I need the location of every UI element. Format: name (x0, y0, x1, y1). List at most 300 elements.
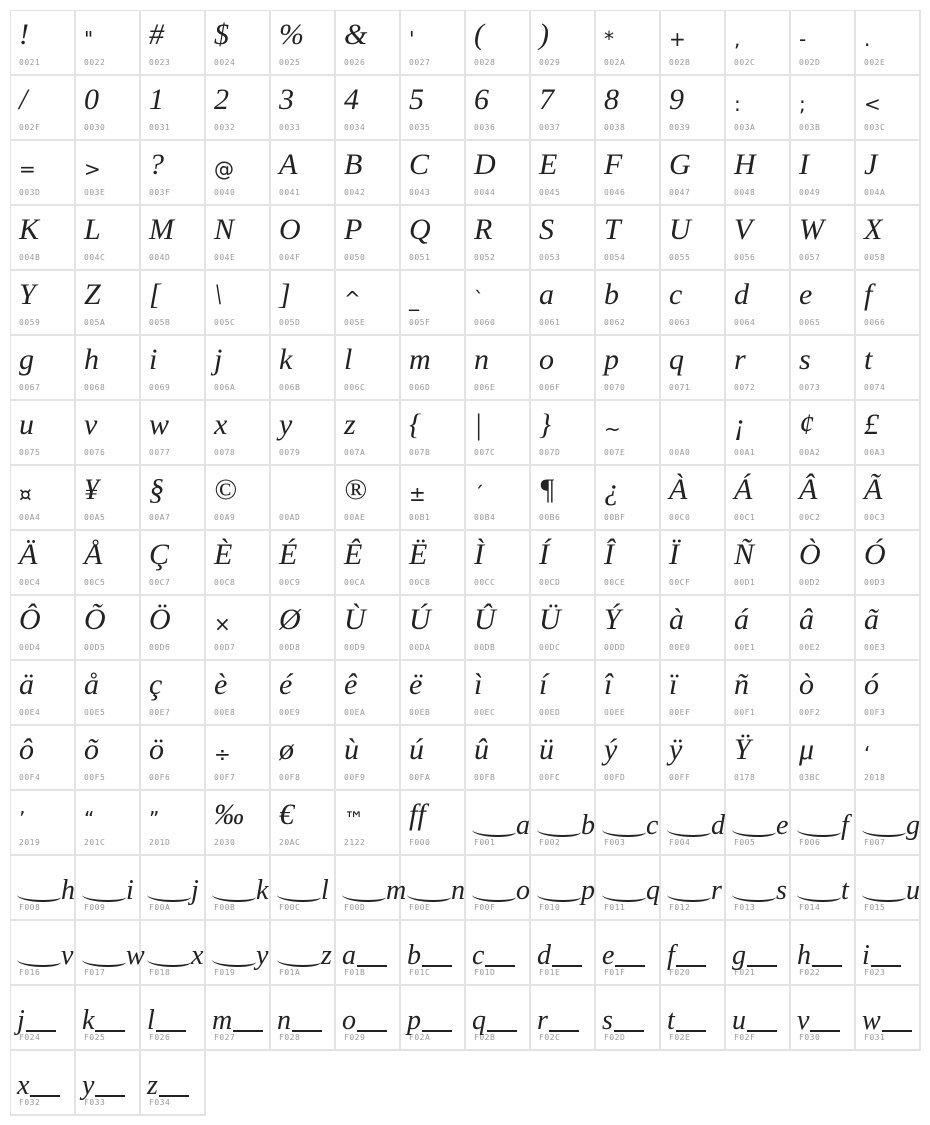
glyph-cell-0056[interactable] (726, 206, 791, 271)
glyph-code-label: 002C (734, 58, 756, 67)
glyph-code-label: 00DA (409, 643, 431, 652)
glyph-cell-0074[interactable] (856, 336, 921, 401)
glyph-cell-0027[interactable] (401, 11, 466, 76)
glyph-cell-00f5[interactable] (76, 726, 141, 791)
glyph-cell-00cd[interactable] (531, 531, 596, 596)
glyph-cell-00f7[interactable] (206, 726, 271, 791)
swash-glyph (82, 1071, 125, 1101)
glyph-cell-00fb[interactable] (466, 726, 531, 791)
glyph-cell-004d[interactable] (141, 206, 206, 271)
glyph-cell-006e[interactable] (466, 336, 531, 401)
glyph-cell-f00d[interactable] (336, 856, 407, 921)
glyph-cell-00d9[interactable] (336, 596, 401, 661)
glyph-code-label: 0056 (734, 253, 756, 262)
glyph-cell-00a1[interactable] (726, 401, 791, 466)
glyph-cell-002d[interactable] (791, 11, 856, 76)
glyph-cell-00f6[interactable] (141, 726, 206, 791)
glyph-cell-007d[interactable] (531, 401, 596, 466)
glyph-char: : (734, 92, 741, 116)
glyph-cell-00a7[interactable] (141, 466, 206, 531)
glyph-cell-f004[interactable] (661, 791, 726, 856)
glyph-code-label: 2030 (214, 838, 236, 847)
glyph-cell-00a0[interactable] (661, 401, 726, 466)
glyph-cell-00c4[interactable] (11, 531, 76, 596)
glyph-cell-f017[interactable] (76, 921, 145, 986)
glyph-char: ò (799, 668, 814, 701)
glyph-cell-003c[interactable] (856, 76, 921, 141)
glyph-cell-f013[interactable] (726, 856, 791, 921)
glyph-cell-f00c[interactable] (271, 856, 336, 921)
glyph-cell-00f1[interactable] (726, 661, 791, 726)
glyph-cell-00ee[interactable] (596, 661, 661, 726)
glyph-cell-00ce[interactable] (596, 531, 661, 596)
glyph-cell-0022[interactable] (76, 11, 141, 76)
glyph-cell-0038[interactable] (596, 76, 661, 141)
glyph-cell-f00a[interactable] (141, 856, 206, 921)
glyph-cell-0058[interactable] (856, 206, 921, 271)
glyph-code-label: 00B4 (474, 513, 496, 522)
glyph-cell-0050[interactable] (336, 206, 401, 271)
glyph-cell-f024[interactable] (11, 986, 76, 1051)
glyph-cell-0070[interactable] (596, 336, 661, 401)
glyph-char: $ (214, 18, 229, 51)
glyph-cell-0059[interactable] (11, 271, 76, 336)
glyph-cell-00ed[interactable] (531, 661, 596, 726)
swash-stroke-icon (82, 890, 126, 902)
glyph-char: D (474, 148, 496, 181)
glyph-cell-00c2[interactable] (791, 466, 856, 531)
glyph-cell-0060[interactable] (466, 271, 531, 336)
glyph-cell-0044[interactable] (466, 141, 531, 206)
glyph-cell-0042[interactable] (336, 141, 401, 206)
glyph-cell-002c[interactable] (726, 11, 791, 76)
glyph-char: î (604, 668, 613, 701)
glyph-cell-201d[interactable] (141, 791, 206, 856)
glyph-cell-0030[interactable] (76, 76, 141, 141)
glyph-cell-f026[interactable] (141, 986, 206, 1051)
glyph-cell-00ff[interactable] (661, 726, 726, 791)
glyph-cell-f014[interactable] (791, 856, 856, 921)
glyph-cell-006c[interactable] (336, 336, 401, 401)
glyph-cell-003e[interactable] (76, 141, 141, 206)
glyph-cell-f01d[interactable] (466, 921, 531, 986)
glyph-cell-00c1[interactable] (726, 466, 791, 531)
glyph-cell-00db[interactable] (466, 596, 531, 661)
glyph-cell-007e[interactable] (596, 401, 661, 466)
glyph-cell-003b[interactable] (791, 76, 856, 141)
glyph-code-label: 00E8 (214, 708, 236, 717)
swash-glyph (667, 1006, 706, 1036)
glyph-char: Å (84, 538, 103, 571)
glyph-cell-00d8[interactable] (271, 596, 336, 661)
glyph-cell-00c3[interactable] (856, 466, 921, 531)
glyph-cell-f007[interactable] (856, 791, 921, 856)
glyph-cell-002b[interactable] (661, 11, 726, 76)
glyph-cell-0079[interactable] (271, 401, 336, 466)
glyph-cell-f02c[interactable] (531, 986, 596, 1051)
glyph-cell-0062[interactable] (596, 271, 661, 336)
glyph-cell-f023[interactable] (856, 921, 921, 986)
glyph-code-label: 0038 (604, 123, 626, 132)
glyph-cell-0065[interactable] (791, 271, 856, 336)
glyph-cell-0063[interactable] (661, 271, 726, 336)
swash-stroke-icon (797, 825, 841, 837)
glyph-cell-00e7[interactable] (141, 661, 206, 726)
glyph-cell-f028[interactable] (271, 986, 336, 1051)
swash-stroke-icon (95, 1020, 125, 1032)
glyph-code-label: 005E (344, 318, 366, 327)
glyph-cell-00d1[interactable] (726, 531, 791, 596)
glyph-cell-00c8[interactable] (206, 531, 271, 596)
glyph-cell-00d6[interactable] (141, 596, 206, 661)
glyph-cell-f00b[interactable] (206, 856, 271, 921)
glyph-cell-005b[interactable] (141, 271, 206, 336)
glyph-char: > (84, 157, 101, 181)
swash-stroke-icon (212, 955, 256, 967)
glyph-char: É (279, 538, 298, 571)
glyph-cell-00e1[interactable] (726, 596, 791, 661)
glyph-cell-00f2[interactable] (791, 661, 856, 726)
glyph-code-label: 00F5 (84, 773, 106, 782)
glyph-cell-2019[interactable] (11, 791, 76, 856)
glyph-char: r (711, 875, 722, 906)
glyph-char: ú (409, 733, 424, 766)
glyph-cell-0072[interactable] (726, 336, 791, 401)
glyph-cell-004f[interactable] (271, 206, 336, 271)
glyph-cell-00e8[interactable] (206, 661, 271, 726)
glyph-cell-00a4[interactable] (11, 466, 76, 531)
glyph-cell-00c5[interactable] (76, 531, 141, 596)
glyph-cell-00e4[interactable] (11, 661, 76, 726)
glyph-char: Ê (344, 538, 363, 571)
glyph-cell-003d[interactable] (11, 141, 76, 206)
glyph-cell-f01e[interactable] (531, 921, 596, 986)
glyph-cell-f02d[interactable] (596, 986, 661, 1051)
glyph-cell-0033[interactable] (271, 76, 336, 141)
glyph-cell-0055[interactable] (661, 206, 726, 271)
glyph-cell-f01f[interactable] (596, 921, 661, 986)
glyph-cell-007b[interactable] (401, 401, 466, 466)
glyph-cell-00a2[interactable] (791, 401, 856, 466)
glyph-code-label: 201C (84, 838, 106, 847)
glyph-cell-00cc[interactable] (466, 531, 531, 596)
glyph-char: ¤ (19, 482, 32, 506)
glyph-cell-0046[interactable] (596, 141, 661, 206)
swash-stroke-icon (602, 890, 646, 902)
glyph-cell-004a[interactable] (856, 141, 921, 206)
glyph-char: Ú (409, 603, 431, 636)
glyph-cell-0052[interactable] (466, 206, 531, 271)
glyph-cell-0073[interactable] (791, 336, 856, 401)
glyph-cell-002f[interactable] (11, 76, 76, 141)
glyph-code-label: 003D (19, 188, 41, 197)
glyph-cell-00c0[interactable] (661, 466, 726, 531)
glyph-cell-f002[interactable] (531, 791, 596, 856)
glyph-cell-003f[interactable] (141, 141, 206, 206)
glyph-char: v (84, 408, 98, 441)
glyph-cell-00cb[interactable] (401, 531, 466, 596)
glyph-code-label: 0039 (669, 123, 691, 132)
glyph-cell-00b6[interactable] (531, 466, 596, 531)
glyph-cell-f010[interactable] (531, 856, 596, 921)
glyph-cell-00b1[interactable] (401, 466, 466, 531)
glyph-cell-f034[interactable] (141, 1051, 206, 1116)
glyph-cell-005d[interactable] (271, 271, 336, 336)
glyph-cell-f019[interactable] (206, 921, 271, 986)
glyph-cell-005e[interactable] (336, 271, 401, 336)
glyph-cell-006d[interactable] (401, 336, 466, 401)
glyph-cell-f033[interactable] (76, 1051, 141, 1116)
glyph-char: Y (19, 278, 36, 311)
glyph-char: h (84, 343, 99, 376)
glyph-cell-f01c[interactable] (401, 921, 466, 986)
glyph-cell-00f8[interactable] (271, 726, 336, 791)
glyph-cell-00fa[interactable] (401, 726, 466, 791)
glyph-cell-f018[interactable] (141, 921, 206, 986)
glyph-cell-f016[interactable] (11, 921, 76, 986)
glyph-cell-00dd[interactable] (596, 596, 661, 661)
glyph-char: z (344, 408, 356, 441)
glyph-cell-006b[interactable] (271, 336, 336, 401)
glyph-cell-00e2[interactable] (791, 596, 856, 661)
glyph-char: c (669, 278, 683, 311)
glyph-cell-00e9[interactable] (271, 661, 336, 726)
glyph-cell-0021[interactable] (11, 11, 76, 76)
glyph-code-label: 00CF (669, 578, 691, 587)
glyph-code-label: F013 (734, 903, 756, 912)
glyph-cell-f032[interactable] (11, 1051, 76, 1116)
glyph-cell-0047[interactable] (661, 141, 726, 206)
glyph-cell-0035[interactable] (401, 76, 466, 141)
glyph-char: m (212, 1005, 233, 1036)
glyph-cell-00d7[interactable] (206, 596, 271, 661)
glyph-char: Ô (19, 603, 41, 636)
glyph-code-label: F011 (604, 903, 626, 912)
glyph-cell-f020[interactable] (661, 921, 726, 986)
glyph-cell-00cf[interactable] (661, 531, 726, 596)
glyph-char: l (344, 343, 353, 376)
glyph-char: × (214, 612, 231, 636)
glyph-cell-00f3[interactable] (856, 661, 921, 726)
glyph-cell-f025[interactable] (76, 986, 141, 1051)
glyph-cell-0028[interactable] (466, 11, 531, 76)
glyph-cell-f015[interactable] (856, 856, 921, 921)
glyph-cell-00ec[interactable] (466, 661, 531, 726)
glyph-char: q (669, 343, 684, 376)
glyph-cell-00a5[interactable] (76, 466, 141, 531)
glyph-cell-0024[interactable] (206, 11, 271, 76)
glyph-cell-004e[interactable] (206, 206, 271, 271)
glyph-char: ” (149, 807, 160, 831)
glyph-code-label: 0048 (734, 188, 756, 197)
swash-stroke-icon (212, 890, 256, 902)
glyph-char: c (646, 810, 659, 841)
glyph-cell-2030[interactable] (206, 791, 271, 856)
glyph-cell-00d2[interactable] (791, 531, 856, 596)
glyph-code-label: 00ED (539, 708, 561, 717)
glyph-code-label: F012 (669, 903, 691, 912)
glyph-cell-0077[interactable] (141, 401, 206, 466)
glyph-cell-f01b[interactable] (336, 921, 401, 986)
glyph-cell-00da[interactable] (401, 596, 466, 661)
glyph-cell-0066[interactable] (856, 271, 921, 336)
glyph-char: _ (409, 287, 419, 311)
glyph-cell-2122[interactable] (336, 791, 401, 856)
glyph-cell-201c[interactable] (76, 791, 141, 856)
glyph-cell-00ca[interactable] (336, 531, 401, 596)
glyph-cell-00d3[interactable] (856, 531, 921, 596)
glyph-cell-f02e[interactable] (661, 986, 726, 1051)
glyph-cell-f029[interactable] (336, 986, 401, 1051)
glyph-code-label: 0035 (409, 123, 431, 132)
glyph-cell-0067[interactable] (11, 336, 76, 401)
glyph-cell-0025[interactable] (271, 11, 336, 76)
glyph-cell-0043[interactable] (401, 141, 466, 206)
glyph-cell-0078[interactable] (206, 401, 271, 466)
glyph-code-label: 00F8 (279, 773, 301, 782)
glyph-cell-0037[interactable] (531, 76, 596, 141)
glyph-code-label: 0075 (19, 448, 41, 457)
glyph-cell-005c[interactable] (206, 271, 271, 336)
glyph-code-label: F027 (214, 1033, 236, 1042)
glyph-cell-0178[interactable] (726, 726, 791, 791)
glyph-cell-00bf[interactable] (596, 466, 661, 531)
glyph-cell-0040[interactable] (206, 141, 271, 206)
glyph-cell-f00f[interactable] (466, 856, 531, 921)
glyph-cell-f012[interactable] (661, 856, 726, 921)
glyph-cell-00b4[interactable] (466, 466, 531, 531)
glyph-cell-0036[interactable] (466, 76, 531, 141)
glyph-cell-002a[interactable] (596, 11, 661, 76)
glyph-cell-f02f[interactable] (726, 986, 791, 1051)
glyph-cell-0068[interactable] (76, 336, 141, 401)
glyph-cell-00dc[interactable] (531, 596, 596, 661)
glyph-cell-f005[interactable] (726, 791, 791, 856)
glyph-char: j (191, 875, 199, 906)
glyph-cell-0064[interactable] (726, 271, 791, 336)
glyph-cell-00ad[interactable] (271, 466, 336, 531)
glyph-code-label: 00DC (539, 643, 561, 652)
glyph-cell-00d4[interactable] (11, 596, 76, 661)
glyph-cell-0053[interactable] (531, 206, 596, 271)
glyph-cell-0075[interactable] (11, 401, 76, 466)
glyph-cell-f022[interactable] (791, 921, 856, 986)
glyph-cell-00ae[interactable] (336, 466, 401, 531)
glyph-cell-03bc[interactable] (791, 726, 856, 791)
glyph-char: ‰ (214, 798, 244, 831)
glyph-cell-00eb[interactable] (401, 661, 466, 726)
glyph-cell-f030[interactable] (791, 986, 856, 1051)
glyph-cell-0051[interactable] (401, 206, 466, 271)
glyph-cell-006f[interactable] (531, 336, 596, 401)
glyph-cell-00ef[interactable] (661, 661, 726, 726)
glyph-cell-f02b[interactable] (466, 986, 531, 1051)
glyph-code-label: 00AE (344, 513, 366, 522)
glyph-cell-f008[interactable] (11, 856, 76, 921)
glyph-cell-007a[interactable] (336, 401, 401, 466)
glyph-cell-00e3[interactable] (856, 596, 921, 661)
glyph-cell-00a9[interactable] (206, 466, 271, 531)
glyph-code-label: F010 (539, 903, 561, 912)
glyph-code-label: 004F (279, 253, 301, 262)
glyph-cell-00f9[interactable] (336, 726, 401, 791)
glyph-cell-0049[interactable] (791, 141, 856, 206)
glyph-cell-0031[interactable] (141, 76, 206, 141)
glyph-cell-2018[interactable] (856, 726, 921, 791)
glyph-cell-002e[interactable] (856, 11, 921, 76)
glyph-cell-f027[interactable] (206, 986, 271, 1051)
glyph-cell-0029[interactable] (531, 11, 596, 76)
glyph-cell-f001[interactable] (466, 791, 531, 856)
glyph-cell-f009[interactable] (76, 856, 141, 921)
glyph-cell-006a[interactable] (206, 336, 271, 401)
glyph-code-label: 004E (214, 253, 236, 262)
glyph-cell-f021[interactable] (726, 921, 791, 986)
glyph-cell-0076[interactable] (76, 401, 141, 466)
swash-glyph (797, 1006, 840, 1036)
glyph-cell-20ac[interactable] (271, 791, 336, 856)
glyph-cell-005a[interactable] (76, 271, 141, 336)
swash-stroke-icon (277, 890, 321, 902)
glyph-cell-00a3[interactable] (856, 401, 921, 466)
glyph-code-label: 00D2 (799, 578, 821, 587)
glyph-cell-0034[interactable] (336, 76, 401, 141)
glyph-cell-f000[interactable] (401, 791, 466, 856)
glyph-cell-0071[interactable] (661, 336, 726, 401)
glyph-cell-004c[interactable] (76, 206, 141, 271)
glyph-cell-f003[interactable] (596, 791, 661, 856)
glyph-char: U (669, 213, 691, 246)
glyph-char: n (474, 343, 489, 376)
glyph-cell-00e5[interactable] (76, 661, 141, 726)
glyph-cell-00d5[interactable] (76, 596, 141, 661)
glyph-cell-0023[interactable] (141, 11, 206, 76)
glyph-cell-0061[interactable] (531, 271, 596, 336)
glyph-cell-0039[interactable] (661, 76, 726, 141)
glyph-cell-0048[interactable] (726, 141, 791, 206)
swash-glyph (602, 941, 645, 971)
glyph-cell-00ea[interactable] (336, 661, 401, 726)
glyph-cell-f02a[interactable] (401, 986, 466, 1051)
glyph-cell-0041[interactable] (271, 141, 336, 206)
glyph-cell-004b[interactable] (11, 206, 76, 271)
glyph-cell-f00e[interactable] (401, 856, 466, 921)
glyph-cell-005f[interactable] (401, 271, 466, 336)
glyph-cell-00e0[interactable] (661, 596, 726, 661)
glyph-cell-f011[interactable] (596, 856, 661, 921)
glyph-cell-0045[interactable] (531, 141, 596, 206)
glyph-cell-f01a[interactable] (271, 921, 336, 986)
glyph-cell-00fd[interactable] (596, 726, 661, 791)
glyph-cell-0026[interactable] (336, 11, 401, 76)
glyph-cell-00fc[interactable] (531, 726, 596, 791)
glyph-cell-0057[interactable] (791, 206, 856, 271)
glyph-cell-0032[interactable] (206, 76, 271, 141)
swash-glyph (17, 1071, 60, 1101)
glyph-cell-00f4[interactable] (11, 726, 76, 791)
glyph-cell-007c[interactable] (466, 401, 531, 466)
glyph-cell-0069[interactable] (141, 336, 206, 401)
glyph-char: 5 (409, 83, 424, 116)
glyph-cell-003a[interactable] (726, 76, 791, 141)
glyph-cell-0054[interactable] (596, 206, 661, 271)
glyph-cell-00c7[interactable] (141, 531, 206, 596)
glyph-cell-00c9[interactable] (271, 531, 336, 596)
glyph-char: s (799, 343, 811, 376)
glyph-cell-f006[interactable] (791, 791, 856, 856)
glyph-cell-f031[interactable] (856, 986, 921, 1051)
swash-glyph (667, 941, 706, 971)
